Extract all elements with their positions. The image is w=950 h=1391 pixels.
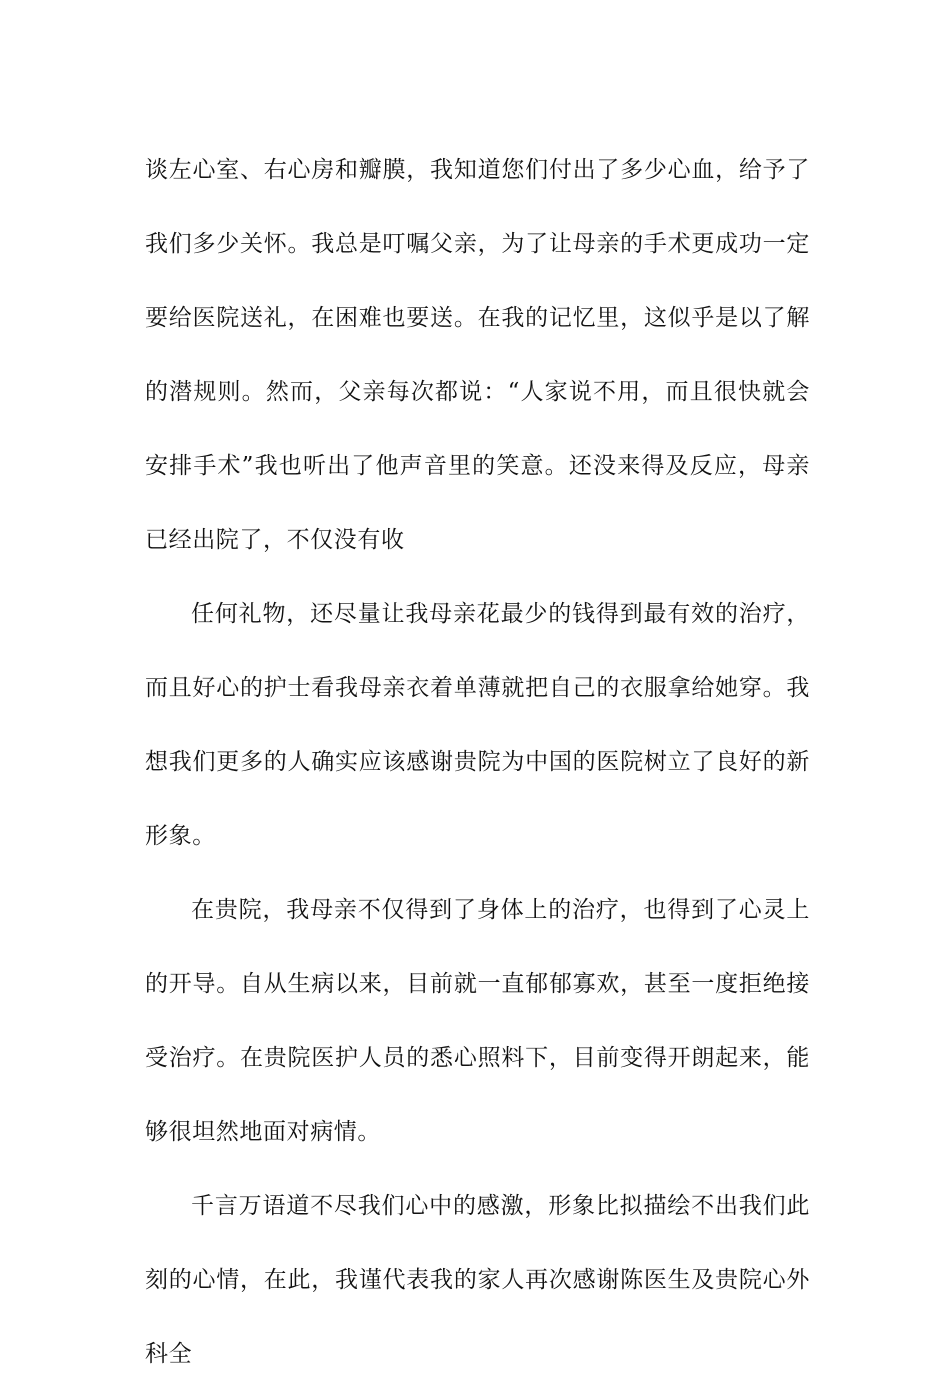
paragraph-3: 在贵院，我母亲不仅得到了身体上的治疗，也得到了心灵上的开导。自从生病以来，目前就一直郁郁寡欢，甚至一度拒绝接受治疗。在贵院医护人员的悉心照料下，目前变得开朗起来，能够很坦然地面对病情。 xyxy=(145,897,810,1145)
letter-body xyxy=(145,133,810,1391)
paragraph-2: 任何礼物，还尽量让我母亲花最少的钱得到最有效的治疗，而且好心的护士看我母亲衣着单薄就把自己的衣服拿给她穿。我想我们更多的人确实应该感谢贵院为中国的医院树立了良好的新形象。 xyxy=(145,601,810,849)
paragraph-4: 千言万语道不尽我们心中的感激，形象比拟描绘不出我们此刻的心情，在此，我谨代表我的家人再次感谢陈医生及贵院心外科全 xyxy=(145,1193,810,1367)
paragraph-1: 谈左心室、右心房和瓣膜，我知道您们付出了多少心血，给予了我们多少关怀。我总是叮嘱父亲，为了让母亲的手术更成功一定要给医院送礼，在困难也要送。在我的记忆里，这似乎是以了解的潜规则。然而，父亲每次都说：“人家说不用，而且很快就会安排手术”我也听出了他声音里的笑意。还没来得及反应，母亲已经出院了，不仅没有收 xyxy=(145,157,810,553)
